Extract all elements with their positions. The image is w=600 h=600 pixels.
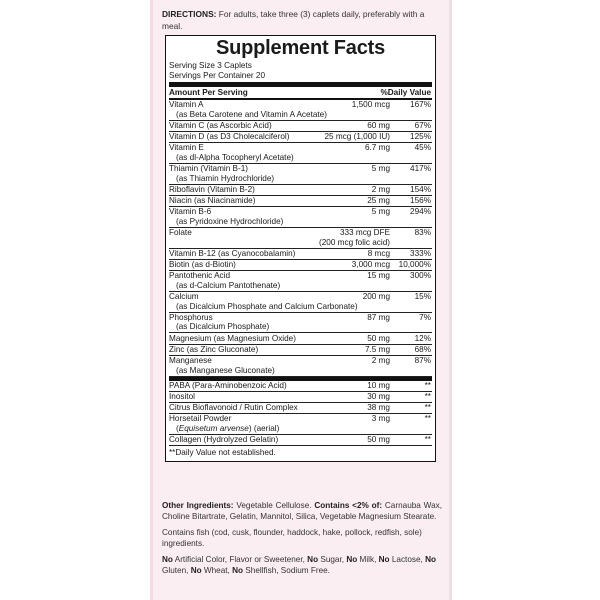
no-word: No xyxy=(307,555,319,564)
nutrient-source: (as Thiamin Hydrochloride) xyxy=(176,173,275,183)
nutrient-row xyxy=(169,403,432,414)
nutrient-name: Vitamin B-6 xyxy=(169,207,212,217)
nutrient-name: Vitamin A xyxy=(169,100,204,110)
nutrient-row xyxy=(169,196,432,207)
nutrient-name: Collagen (Hydrolyzed Gelatin) xyxy=(169,435,279,445)
directions-label: DIRECTIONS: xyxy=(162,9,217,19)
nutrient-name: Thiamin (Vitamin B-1) xyxy=(169,164,249,174)
nutrient-source: (as Dicalcium Phosphate) xyxy=(176,322,270,332)
ingredients-list: Carnauba Wax, Choline Bitartrate, Gelatin, Mannitol, Silica, Vegetable Magnesium Stearate. xyxy=(162,501,443,521)
nutrient-name: Inositol xyxy=(169,392,195,402)
nutrient-dv: ** xyxy=(424,380,431,390)
facts-header xyxy=(169,87,432,100)
nutrient-amount: 87 mg xyxy=(367,312,390,322)
nutrient-amount: 1,500 mcg xyxy=(351,100,390,110)
nutrient-amount: 30 mg xyxy=(367,392,390,402)
other-rows xyxy=(169,381,432,447)
nutrient-amount: 50 mg xyxy=(367,435,390,445)
nutrient-amount: 15 mg xyxy=(367,271,390,281)
nutrient-dv: 12% xyxy=(414,333,431,343)
nutrient-source: (as Pyridoxine Hydrochloride) xyxy=(176,216,284,226)
fish-paragraph: Contains fish (cod, cusk, flounder, haddock, hake, pollock, redfish, sole) ingredients. xyxy=(162,528,422,548)
ingredients-label: Other Ingredients: xyxy=(162,501,234,510)
bottom-text xyxy=(162,500,442,581)
free-text: Sugar, xyxy=(318,555,347,564)
header-amount: Amount Per Serving xyxy=(169,88,248,97)
supplement-facts-box xyxy=(165,35,436,462)
nutrient-row xyxy=(169,260,432,271)
nutrient-name: Horsetail Powder xyxy=(169,414,232,424)
nutrient-amount: 333 mcg DFE xyxy=(339,228,390,238)
ingredients-text: Vegetable Cellulose. xyxy=(233,501,315,510)
nutrient-dv: 417% xyxy=(410,164,431,174)
nutrient-dv: 45% xyxy=(414,143,431,153)
nutrient-name: Manganese xyxy=(169,356,212,366)
free-text: Gluten, xyxy=(162,566,191,575)
directions xyxy=(162,8,444,32)
nutrient-amount: 5 mg xyxy=(371,164,390,174)
nutrient-name: Pantothenic Acid xyxy=(169,271,230,281)
nutrient-row xyxy=(169,435,432,446)
nutrient-name: Vitamin B-12 (as Cyanocobalamin) xyxy=(169,248,296,258)
nutrient-dv: 125% xyxy=(410,132,431,142)
nutrient-name: Calcium xyxy=(169,292,199,302)
nutrient-source: (as d-Calcium Pantothenate) xyxy=(176,280,281,290)
nutrient-row xyxy=(169,356,432,377)
nutrient-amount: 2 mg xyxy=(371,356,390,366)
no-word: No xyxy=(232,566,244,575)
free-text: Lactose, xyxy=(389,555,426,564)
free-text: Shellfish, Sodium Free. xyxy=(243,566,330,575)
nutrient-dv: 67% xyxy=(414,121,431,131)
nutrient-name: Biotin (as d-Biotin) xyxy=(169,260,236,270)
nutrient-amount: 3 mg xyxy=(371,414,390,424)
nutrient-dv: 333% xyxy=(410,248,431,258)
nutrient-row xyxy=(169,271,432,292)
nutrient-dv: 83% xyxy=(414,228,431,238)
nutrient-row xyxy=(169,345,432,356)
nutrient-row xyxy=(169,121,432,132)
nutrient-dv: 167% xyxy=(410,100,431,110)
nutrient-dv: 300% xyxy=(410,271,431,281)
nutrient-name: Folate xyxy=(169,228,192,238)
nutrient-name: Vitamin C (as Ascorbic Acid) xyxy=(169,121,272,131)
nutrient-row xyxy=(169,185,432,196)
nutrient-row xyxy=(169,228,432,249)
panel-edge-right xyxy=(449,0,452,600)
directions-text: For adults, take three (3) caplets daily, preferably with a meal. xyxy=(162,9,425,31)
nutrient-row xyxy=(169,333,432,344)
nutrient-source: (as Beta Carotene and Vitamin A Acetate) xyxy=(176,109,327,119)
nutrient-amount: 10 mg xyxy=(367,380,390,390)
nutrient-dv: ** xyxy=(424,435,431,445)
nutrient-amount: 7.5 mg xyxy=(364,344,390,354)
nutrient-dv: ** xyxy=(424,403,431,413)
nutrient-amount: 6.7 mg xyxy=(364,143,390,153)
nutrient-amount: 50 mg xyxy=(367,333,390,343)
header-dv: %Daily Value xyxy=(380,88,431,97)
nutrient-source: (as Manganese Gluconate) xyxy=(176,365,275,375)
nutrient-dv: 294% xyxy=(410,207,431,217)
nutrient-source: (as Dicalcium Phosphate and Calcium Carbonate) xyxy=(176,301,358,311)
nutrient-name: Vitamin D (as D3 Cholecalciferol) xyxy=(169,132,290,142)
nutrient-name: Zinc (as Zinc Gluconate) xyxy=(169,344,259,354)
nutrient-amount: 25 mg xyxy=(367,196,390,206)
nutrient-note: (200 mcg folic acid) xyxy=(319,237,390,247)
no-word: No xyxy=(190,566,202,575)
nutrient-source: (Equisetum arvense) (aerial) xyxy=(176,423,280,433)
nutrient-name: PABA (Para-Aminobenzoic Acid) xyxy=(169,380,287,390)
nutrient-amount: 200 mg xyxy=(362,292,390,302)
nutrient-amount: 3,000 mcg xyxy=(351,260,390,270)
nutrient-dv: 154% xyxy=(410,185,431,195)
nutrient-amount: 2 mg xyxy=(371,185,390,195)
nutrient-dv: ** xyxy=(424,414,431,424)
no-word: No xyxy=(162,555,173,564)
nutrient-row xyxy=(169,414,432,435)
nutrient-name: Vitamin E xyxy=(169,143,204,153)
nutrient-dv: 7% xyxy=(419,312,431,322)
footnote: **Daily Value not established. xyxy=(169,448,276,458)
no-word: No xyxy=(425,555,436,564)
nutrient-row xyxy=(169,313,432,334)
free-text: Wheat, xyxy=(201,566,233,575)
nutrient-amount: 5 mg xyxy=(371,207,390,217)
nutrient-name: Riboflavin (Vitamin B-2) xyxy=(169,185,255,195)
free-from-paragraph xyxy=(162,554,442,576)
latin-name: Equisetum arvense xyxy=(178,423,249,433)
nutrient-row xyxy=(169,143,432,164)
nutrient-row xyxy=(169,100,432,121)
nutrient-name: Magnesium (as Magnesium Oxide) xyxy=(169,333,296,343)
no-word: No xyxy=(378,555,390,564)
nutrient-row xyxy=(169,392,432,403)
nutrient-dv: 87% xyxy=(414,356,431,366)
nutrient-rows xyxy=(169,100,432,377)
nutrient-dv: ** xyxy=(424,392,431,402)
nutrient-row xyxy=(169,249,432,260)
nutrient-dv: 15% xyxy=(414,292,431,302)
nutrient-dv: 156% xyxy=(410,196,431,206)
nutrient-row xyxy=(169,132,432,143)
no-word: No xyxy=(346,555,358,564)
facts-title: Supplement Facts xyxy=(215,37,386,59)
nutrient-dv: 10,000% xyxy=(398,260,431,270)
nutrient-name: Niacin (as Niacinamide) xyxy=(169,196,256,206)
free-text: Artificial Color, Flavor or Sweetener, xyxy=(172,555,308,564)
nutrient-row xyxy=(169,381,432,392)
nutrient-row xyxy=(169,292,432,313)
nutrient-amount: 8 mcg xyxy=(367,248,390,258)
nutrient-row xyxy=(169,207,432,228)
nutrient-amount: 25 mcg (1,000 IU) xyxy=(324,132,390,142)
serving-size: Serving Size 3 Caplets xyxy=(169,61,252,70)
plant-part: (aerial) xyxy=(251,423,280,433)
ingredients-paragraph xyxy=(162,500,442,522)
servings-per-container: Servings Per Container 20 xyxy=(169,70,266,80)
free-text: Milk, xyxy=(357,555,379,564)
nutrient-amount: 38 mg xyxy=(367,403,390,413)
nutrient-row xyxy=(169,164,432,185)
nutrient-amount: 60 mg xyxy=(367,121,390,131)
contains-label: Contains <2% of: xyxy=(314,501,383,510)
nutrient-name: Citrus Bioflavonoid / Rutin Complex xyxy=(169,403,298,413)
nutrient-source: (as dl-Alpha Tocopheryl Acetate) xyxy=(176,153,294,163)
nutrient-dv: 68% xyxy=(414,344,431,354)
nutrient-name: Phosphorus xyxy=(169,312,213,322)
